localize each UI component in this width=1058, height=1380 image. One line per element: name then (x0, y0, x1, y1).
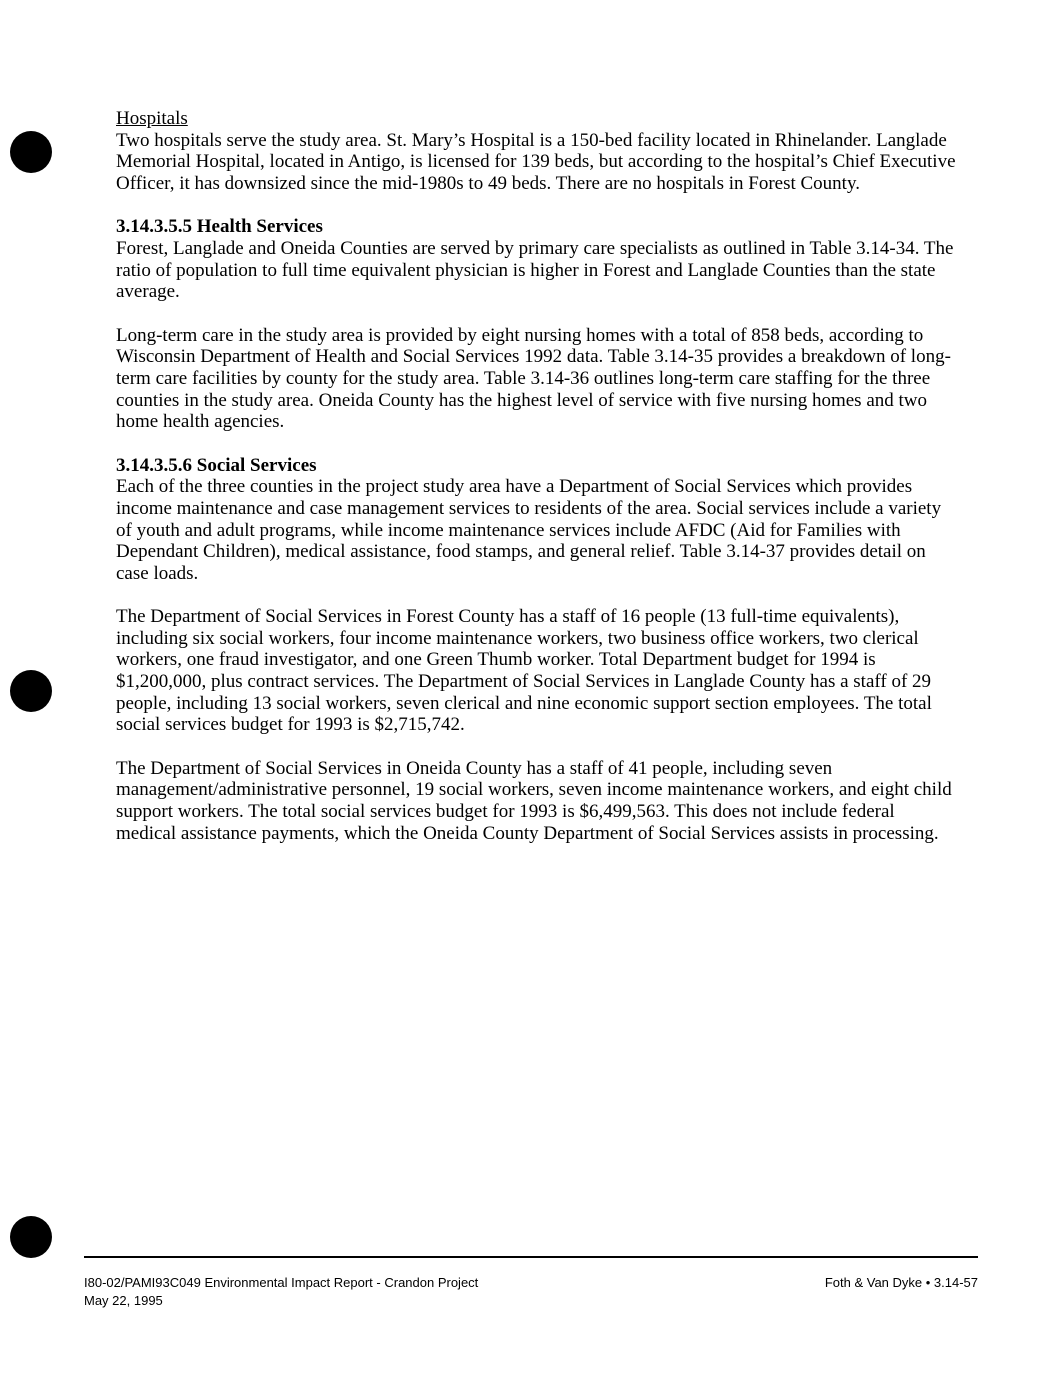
social-services-paragraph-3: The Department of Social Services in Oneida County has a staff of 41 people, including seven management/administrative personnel, 19 social workers, seven income maintenance workers, and eight child support workers. The total social services budget for 1993 is $6,499,563. This does not include federal medical assistance payments, which the Oneida County Department of Social Services assists in processing. (116, 757, 952, 844)
footer-page-number: Foth & Van Dyke • 3.14-57 (824, 1275, 978, 1290)
hospitals-heading: Hospitals (116, 108, 188, 129)
footer-left (84, 1274, 478, 1310)
health-services-paragraph-2: Long-term care in the study area is provided by eight nursing homes with a total of 858 beds, according to Wisconsin Department of Health and Social Services 1992 data. Table 3.14-35 provides a breakdown of long-term care facilities by county for the study area. Table 3.14-36 outlines long-term care staffing for the three counties in the study area. Oneida County has the highest level of service with five nursing homes and two home health agencies. (116, 324, 951, 433)
footer-document-id: I80-02/PAMI93C049 Environmental Impact Report - Crandon Project (84, 1275, 479, 1290)
social-services-paragraph-1: Each of the three counties in the project study area have a Department of Social Services which provides income maintenance and case management services to residents of the area. Social services include a variety of youth and adult programs, while income maintenance services include AFDC (Aid for Families with Dependant Children), medical assistance, food stamps, and general relief. Table 3.14-37 provides detail on case loads. (116, 476, 942, 584)
punch-hole-top (10, 131, 52, 173)
health-services-paragraph-1: Forest, Langlade and Oneida Counties are served by primary care specialists as outlined in Table 3.14-34. The ratio of population to full time equivalent physician is higher in Forest and Langlade Counties than the state average. (116, 237, 954, 303)
punch-hole-middle (10, 670, 52, 712)
footer-date: May 22, 1995 (84, 1293, 163, 1308)
social-services-heading: 3.14.3.5.6 Social Services (116, 454, 317, 476)
punch-hole-bottom (10, 1216, 52, 1258)
footer-rule (84, 1256, 978, 1258)
health-services-heading: 3.14.3.5.5 Health Services (116, 216, 323, 238)
document-body (116, 108, 958, 866)
social-services-paragraph-2: The Department of Social Services in Forest County has a staff of 16 people (13 full-time equivalents), including six social workers, four income maintenance workers, two business office workers, two clerical workers, one fraud investigator, and one Green Thumb worker. Total Department budget for 1994 is $1,200,000, plus contract services. The Department of Social Services in Langlade County has a staff of 29 people, including 13 social workers, seven clerical and nine economic support section employees. The total social services budget for 1993 is $2,715,742. (116, 606, 932, 736)
hospitals-paragraph: Two hospitals serve the study area. St. Mary’s Hospital is a 150-bed facility located in Rhinelander. Langlade Memorial Hospital, located in Antigo, is licensed for 139 beds, but according to the hospital’s Chief Executive Officer, it has downsized since the mid-1980s to 49 beds. There are no hospitals in Forest County. (116, 129, 956, 194)
